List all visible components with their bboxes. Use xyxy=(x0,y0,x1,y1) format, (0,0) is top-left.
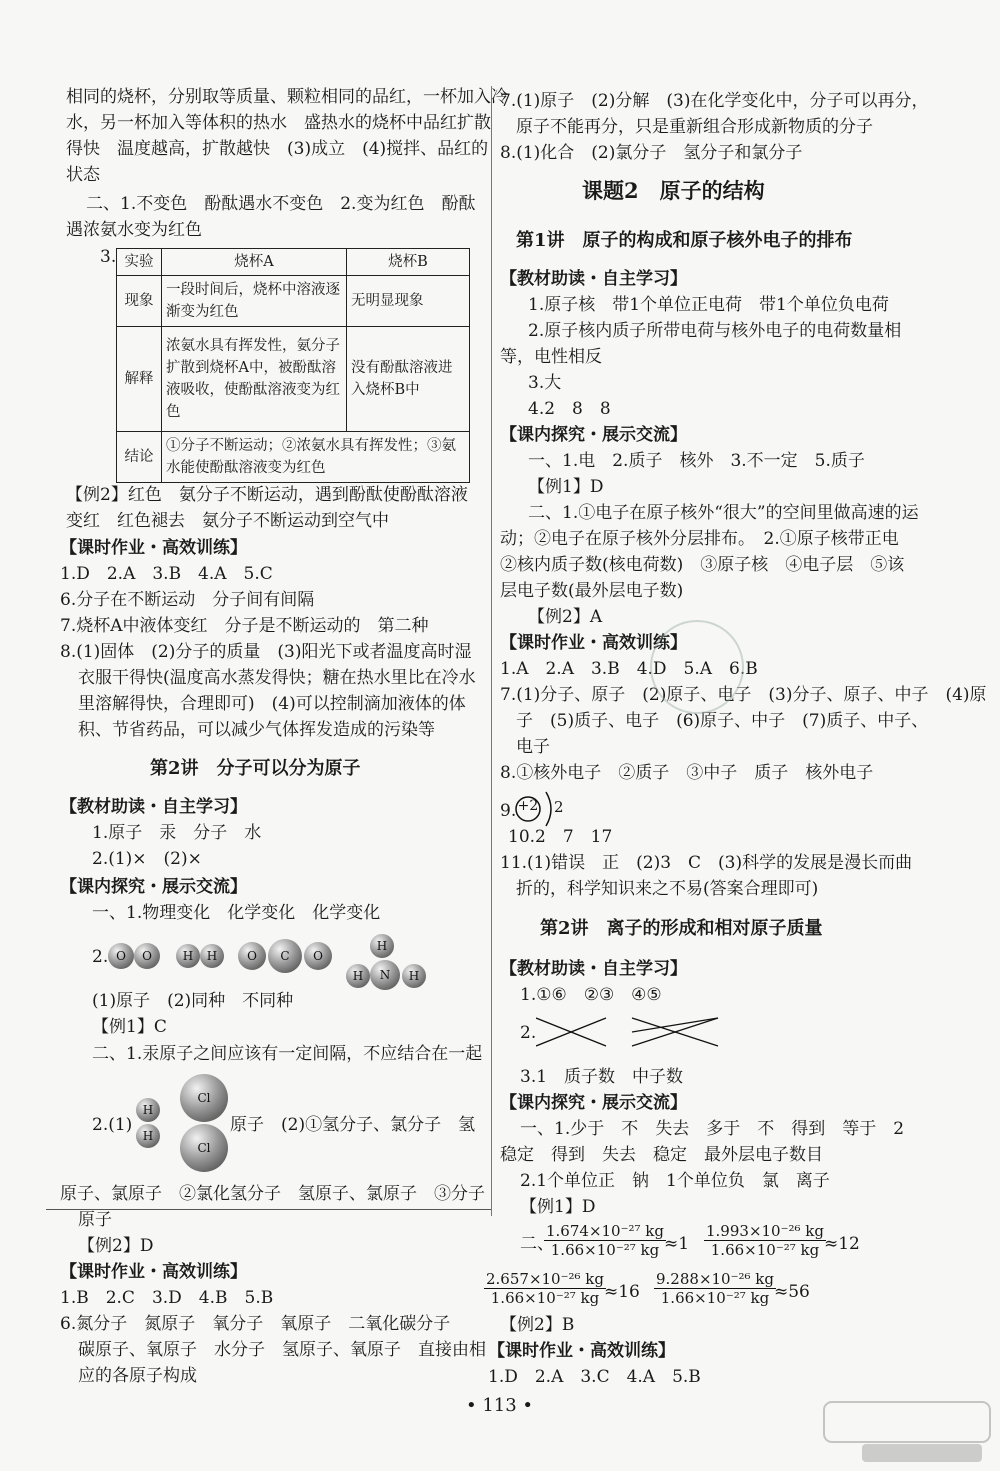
text-line: ②核内质子数(核电荷数) ③原子核 ④电子层 ⑤该 xyxy=(500,555,905,575)
section-heading: 【课内探究・展示交流】 xyxy=(60,877,247,897)
text-line: 7.(1)原子 (2)分解 (3)在化学变化中，分子可以再分， xyxy=(500,91,929,111)
fraction-result: ≈1 xyxy=(664,1234,690,1254)
table-cell: 无明显现象 xyxy=(347,276,470,327)
text-line: 1.B 2.C 3.D 4.B 5.B xyxy=(60,1288,274,1308)
nitrogen-atom: N xyxy=(370,960,400,990)
text-line: 6.分子在不断运动 分子间有间隔 xyxy=(60,590,315,610)
text-line: 二、1.①电子在原子核外“很大”的空间里做高速的运 xyxy=(528,503,919,523)
text-line: 8.(1)固体 (2)分子的质量 (3)阳光下或者温度高时湿 xyxy=(60,642,472,662)
electron-shell-arc xyxy=(546,792,551,826)
carbon-atom: C xyxy=(268,939,302,973)
experiment-table xyxy=(116,248,470,483)
text-line: 8.①核外电子 ②质子 ③中子 质子 核外电子 xyxy=(500,763,874,783)
logo-svg xyxy=(822,1400,992,1464)
fraction xyxy=(704,1222,826,1259)
table-cell: 一段时间后，烧杯中溶液逐渐变为红色 xyxy=(162,276,347,327)
page-number: • 113 • xyxy=(466,1395,534,1416)
fraction-result: ≈56 xyxy=(774,1282,810,1302)
table-cell: 没有酚酞溶液进入烧杯B中 xyxy=(347,327,470,432)
text-line: 二、1.不变色 酚酞遇水不变色 2.变为红色 酚酞 xyxy=(86,194,476,214)
text-line: 原子 (2)①氢分子、氯分子 氢 xyxy=(230,1115,476,1135)
table-row xyxy=(117,276,470,327)
fraction-numerator: 1.674×10⁻²⁷ kg xyxy=(546,1222,665,1240)
hydrogen-atom: H xyxy=(200,944,224,968)
hydrogen-atom: H xyxy=(402,964,426,988)
text-line: 衣服干得快(温度高水蒸发得快；糖在热水里比在冷水 xyxy=(78,668,476,688)
section-heading: 【课时作业・高效训练】 xyxy=(60,1262,247,1282)
text-line: 水，另一杯加入等体积的热水 盛热水的烧杯中品红扩散 xyxy=(66,113,491,133)
hydrogen-atom: H xyxy=(346,964,370,988)
text-line: 2.1个单位正 钠 1个单位负 氯 离子 xyxy=(520,1171,830,1191)
example-answer: 【例2】红色 氨分子不断运动，遇到酚酞使酚酞溶液 xyxy=(66,485,468,505)
hydrogen-atom: H xyxy=(370,934,394,958)
text-line: (1)原子 (2)同种 不同种 xyxy=(92,991,294,1011)
text-line: 1.①⑥ ②③ ④⑤ xyxy=(520,985,662,1005)
table-cell: 现象 xyxy=(117,276,162,327)
lecture-title: 第2讲 离子的形成和相对原子质量 xyxy=(540,918,823,939)
section-heading: 【课时作业・高效训练】 xyxy=(500,633,687,653)
item-number: 二、 xyxy=(520,1234,554,1254)
example-answer: 【例1】D xyxy=(520,1197,596,1217)
table-cell: 浓氨水具有挥发性，氨分子扩散到烧杯A中，被酚酞溶液吸收，使酚酞溶液变为红色 xyxy=(162,327,347,432)
oxygen-atom: O xyxy=(134,943,160,969)
section-heading: 【课内探究・展示交流】 xyxy=(500,425,687,445)
text-line: 一、1.少于 不 失去 多于 不 得到 等于 2 xyxy=(520,1119,905,1139)
text-line: 应的各原子构成 xyxy=(78,1366,197,1386)
text-line: 2.(1)× (2)× xyxy=(92,849,202,869)
fraction-numerator: 9.288×10⁻²⁶ kg xyxy=(656,1270,775,1288)
text-line: 得快 温度越高，扩散越快 (3)成立 (4)搅拌、品红的 xyxy=(66,139,489,159)
item-number: 2.(1) xyxy=(92,1115,133,1135)
section-heading: 【教材助读・自主学习】 xyxy=(500,959,687,979)
text-line: 碳原子、氧原子 水分子 氢原子、氧原子 直接由相 xyxy=(78,1340,486,1360)
fraction-denominator: 1.66×10⁻²⁷ kg xyxy=(490,1289,600,1307)
text-line: 2.原子核内质子所带电荷与核外电子的电荷数量相 xyxy=(528,321,902,341)
text-line: 变红 红色褪去 氨分子不断运动到空气中 xyxy=(66,511,389,531)
text-line: 1.原子 汞 分子 水 xyxy=(92,823,262,843)
match-line xyxy=(632,1018,718,1032)
section-heading: 【课内探究・展示交流】 xyxy=(500,1093,687,1113)
table-cell: 结论 xyxy=(117,432,162,483)
text-line: 电子 xyxy=(516,737,550,757)
divider xyxy=(46,1209,491,1210)
hydrogen-atom: H xyxy=(176,944,200,968)
fraction-result: ≈12 xyxy=(824,1234,860,1254)
section-heading: 【课时作业・高效训练】 xyxy=(60,538,247,558)
text-line: 10.2 7 17 xyxy=(508,827,613,847)
text-line: 遇浓氨水变为红色 xyxy=(66,220,202,240)
section-heading: 【教材助读・自主学习】 xyxy=(60,797,247,817)
table-cell: ①分子不断运动；②浓氨水具有挥发性；③氨水能使酚酞溶液变为红色 xyxy=(162,432,470,483)
text-line: 积、节省药品，可以减少气体挥发造成的污染等 xyxy=(78,720,435,740)
oxygen-atom: O xyxy=(304,942,332,970)
text-line: 11.(1)错误 正 (2)3 C (3)科学的发展是漫长而曲 xyxy=(500,853,913,873)
text-line: 1.D 2.A 3.C 4.A 5.B xyxy=(488,1367,701,1387)
example-answer: 【例2】D xyxy=(78,1236,154,1256)
text-line: 动；②电子在原子核外分层排布。 2.①原子核带正电 xyxy=(500,529,899,549)
text-line: 子 (5)质子、电子 (6)原子、中子 (7)质子、中子、 xyxy=(516,711,929,731)
table-cell: 实验 xyxy=(117,249,162,276)
section-heading: 【教材助读・自主学习】 xyxy=(500,269,687,289)
chlorine-atom: Cl xyxy=(180,1074,228,1122)
text-line: 状态 xyxy=(66,165,100,185)
text-line: 原子 xyxy=(78,1210,112,1230)
section-heading: 【课时作业・高效训练】 xyxy=(488,1341,675,1361)
text-line: 3.1 质子数 中子数 xyxy=(520,1067,684,1087)
oxygen-atom: O xyxy=(108,943,134,969)
hydrogen-atom: H xyxy=(136,1124,160,1148)
fraction-result: ≈16 xyxy=(604,1282,640,1302)
table-row xyxy=(117,432,470,483)
fraction-denominator: 1.66×10⁻²⁷ kg xyxy=(660,1289,770,1307)
table-cell: 烧杯A xyxy=(162,249,347,276)
fraction-denominator: 1.66×10⁻²⁷ kg xyxy=(710,1241,820,1259)
text-line: 7.(1)分子、原子 (2)原子、电子 (3)分子、原子、中子 (4)原 xyxy=(500,685,987,705)
matching-lines-diagram xyxy=(536,1012,726,1052)
text-line: 相同的烧杯，分别取等质量、颗粒相同的品红，一杯加入冷 xyxy=(66,87,508,107)
item-number: 9. xyxy=(500,801,517,821)
lecture-title: 第2讲 分子可以分为原子 xyxy=(150,758,361,779)
item-number: 3. xyxy=(100,247,117,267)
example-answer: 【例1】D xyxy=(528,477,604,497)
text-line: 原子、氯原子 ②氯化氢分子 氢原子、氯原子 ③分子 xyxy=(60,1184,485,1204)
column-divider xyxy=(491,86,492,1216)
text-line: 一、1.物理变化 化学变化 化学变化 xyxy=(92,903,381,923)
fraction-numerator: 2.657×10⁻²⁶ kg xyxy=(486,1270,605,1288)
text-line: 1.D 2.A 3.B 4.A 5.C xyxy=(60,564,273,584)
table-row xyxy=(117,327,470,432)
example-answer: 【例2】B xyxy=(500,1315,575,1335)
text-line: 6.氮分子 氮原子 氧分子 氧原子 二氧化碳分子 xyxy=(60,1314,451,1334)
table-row xyxy=(117,249,470,276)
text-line: 1.原子核 带1个单位正电荷 带1个单位负电荷 xyxy=(528,295,889,315)
text-line: 稳定 得到 失去 稳定 最外层电子数目 xyxy=(500,1145,823,1165)
table-cell: 解释 xyxy=(117,327,162,432)
table-cell: 烧杯B xyxy=(347,249,470,276)
text-line: 层电子数(最外层电子数) xyxy=(500,581,684,601)
item-number: 2. xyxy=(520,1023,537,1043)
text-line: 二、1.汞原子之间应该有一定间隔，不应结合在一起 xyxy=(92,1044,483,1064)
fraction-denominator: 1.66×10⁻²⁷ kg xyxy=(550,1241,660,1259)
stamp-seal xyxy=(650,620,744,714)
oxygen-atom: O xyxy=(238,942,266,970)
nuclear-charge-label: +2 xyxy=(517,798,539,814)
text-line: 原子不能再分，只是重新组合形成新物质的分子 xyxy=(516,117,873,137)
hydrogen-atom: H xyxy=(136,1098,160,1122)
text-line: 等，电性相反 xyxy=(500,347,602,367)
text-line: 1.A 2.A 3.B 4.D 5.A 6.B xyxy=(500,659,758,679)
text-line: 一、1.电 2.质子 核外 3.不一定 5.质子 xyxy=(528,451,865,471)
example-answer: 【例2】A xyxy=(528,607,603,627)
text-line: 4.2 8 8 xyxy=(528,399,611,419)
text-line: 折的，科学知识来之不易(答案合理即可) xyxy=(516,879,819,899)
electron-count-label: 2 xyxy=(554,798,564,816)
site-logo xyxy=(822,1400,992,1464)
text-line: 7.烧杯A中液体变红 分子是不断运动的 第二种 xyxy=(60,616,429,636)
example-answer: 【例1】C xyxy=(92,1017,167,1037)
topic-title: 课题2 原子的结构 xyxy=(582,178,765,203)
item-number: 2. xyxy=(92,947,109,967)
fraction xyxy=(544,1222,666,1259)
text-line: 8.(1)化合 (2)氯分子 氢分子和氯分子 xyxy=(500,143,803,163)
text-line: 里溶解得快，合理即可) (4)可以控制滴加液体的体 xyxy=(78,694,466,714)
fraction xyxy=(484,1270,606,1307)
text-line: 3.大 xyxy=(528,373,562,393)
fraction-numerator: 1.993×10⁻²⁶ kg xyxy=(706,1222,825,1240)
lecture-title: 第1讲 原子的构成和原子核外电子的排布 xyxy=(516,230,853,251)
fraction xyxy=(654,1270,776,1307)
chlorine-atom: Cl xyxy=(180,1124,228,1172)
